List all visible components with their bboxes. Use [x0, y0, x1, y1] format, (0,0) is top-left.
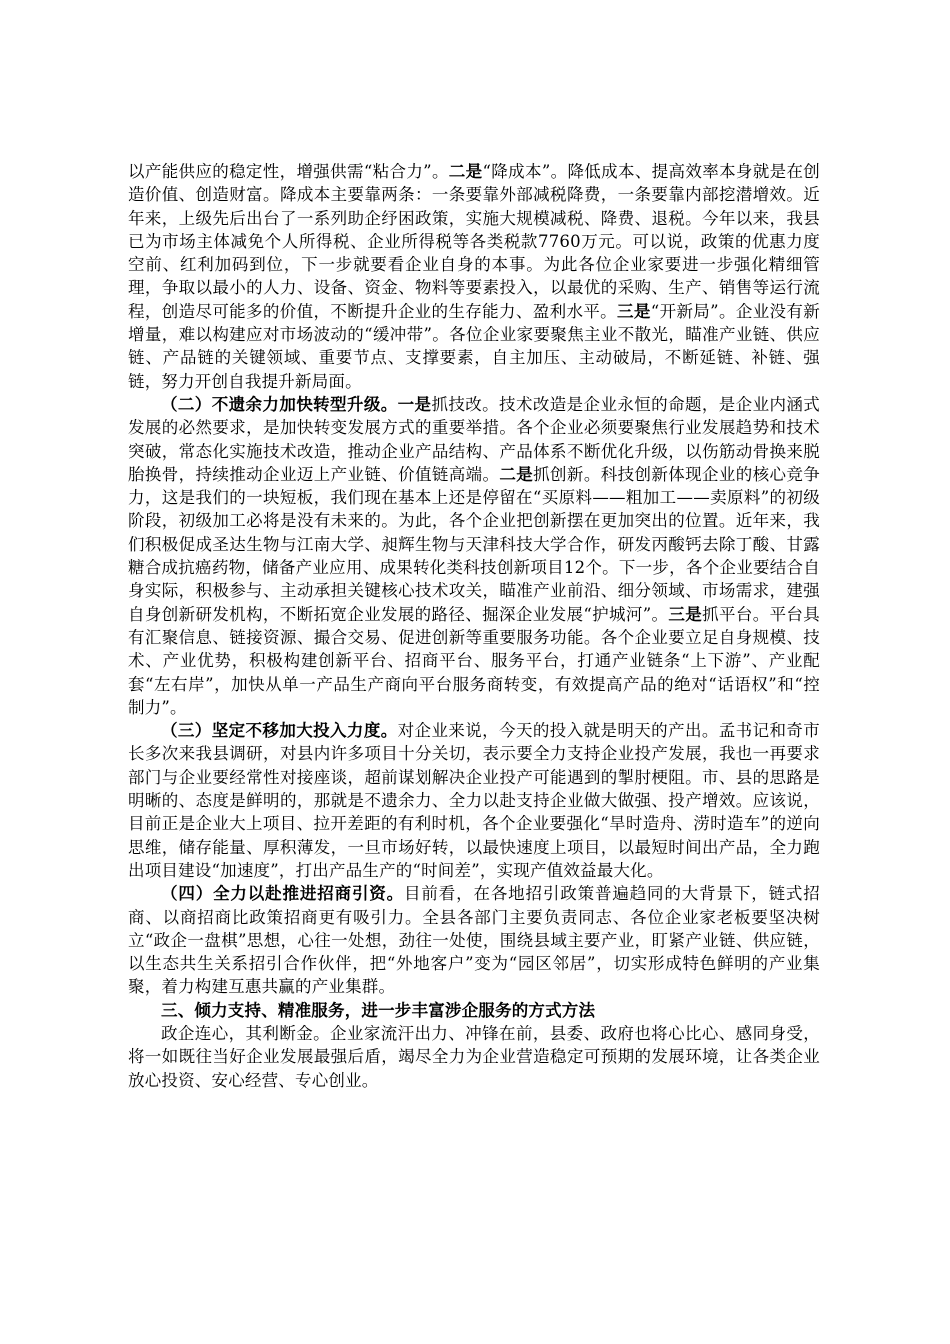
paragraph-section-3 — [128, 719, 820, 882]
paragraph-section-2 — [128, 393, 820, 719]
text-run: “降成本”。降低成本、提高效率本身就是在创造价值、创造财富。降成本主要靠两条：一条要靠外部减税降费，一条要靠内部挖潜增效。近年来，上级先后出台了一系列助企纾困政策，实施大规模减税、降费、退税。今年以来，我县已为市场主体减免个人所得税、企业所得税等各类税款7760万元。可以说，政策的优惠力度空前、红利加码到位，下一步就要看企业自身的本事。为此各位企业家要进一步强化精细管理，争取以最小的人力、设备、资金、物料等要素投入，以最优的采购、生产、销售等运行流程，创造尽可能多的价值，不断提升企业的生存能力、盈利水平。 — [128, 162, 820, 321]
bold-run: （三）坚定不移加大投入力度。 — [161, 721, 398, 741]
bold-run: （四）全力以赴推进招商引资。 — [161, 884, 405, 904]
document-body — [128, 160, 820, 1092]
bold-run: 二是 — [499, 464, 534, 484]
text-run: “开新局”。企业没有新增量，难以构建应对市场波动的“缓冲带”。各位企业家要聚焦主业不散光，瞄准产业链、供应链、产品链的关键领域、重要节点、支撑要素，自主加压、主动破局，不断延链、补链、强链，努力开创自我提升新局面。 — [128, 301, 820, 391]
bold-run: 三是 — [617, 301, 651, 321]
text-run: 目前看，在各地招引政策普遍趋同的大背景下，链式招商、以商招商比政策招商更有吸引力。全县各部门主要负责同志、各位企业家老板要坚决树立“政企一盘棋”思想，心往一处想，劲往一处使，围绕县域主要产业，盯紧产业链、供应链，以生态共生关系招引合作伙伴，把“外地客户”变为“园区邻居”，切实形成特色鲜明的产业集聚，着力构建互惠共赢的产业集群。 — [128, 884, 820, 997]
text-run: 抓平台。平台具有汇聚信息、链接资源、撮合交易、促进创新等重要服务功能。各个企业要立足自身规模、技术、产业优势，积极构建创新平台、招商平台、服务平台，打通产业链条“上下游”、产业配套“左右岸”，加快从单一产品生产商向平台服务商转变，有效提高产品的绝对“话语权”和“控制力”。 — [128, 604, 820, 717]
bold-run: 三是 — [668, 604, 703, 624]
section-heading-3 — [128, 999, 820, 1022]
bold-run: 二是 — [448, 162, 483, 181]
paragraph-closing — [128, 1022, 820, 1092]
bold-run: 三、倾力支持、精准服务，进一步丰富涉企服务的方式方法 — [161, 1000, 596, 1020]
text-run: 抓创新。科技创新体现企业的核心竞争力，这是我们的一块短板，我们现在基本上还是停留在“买原料——粗加工——卖原料”的初级阶段，初级加工必将是没有未来的。为此，各个企业把创新摆在更加突出的位置。近年来，我们积极促成圣达生物与江南大学、昶辉生物与天津科技大学合作，研发丙酸钙去除丁酸、甘露糖合成抗癌药物，储备产业应用、成果转化类科技创新项目12个。下一步，各个企业要结合自身实际，积极参与、主动承担关键核心技术攻关，瞄准产业前沿、细分领域、市场需求，建强自身创新研发机构，不断拓宽企业发展的路径、掘深企业发展“护城河”。 — [128, 464, 820, 624]
text-run: 对企业来说，今天的投入就是明天的产出。孟书记和奇市长多次来我县调研，对县内许多项目十分关切，表示要全力支持企业投产发展，我也一再要求部门与企业要经常性对接座谈，超前谋划解决企业投产可能遇到的掣肘梗阻。市、县的思路是明晰的、态度是鲜明的，那就是不遗余力、全力以赴支持企业做大做强、投产增效。应该说，目前正是企业大上项目、拉开差距的有利时机，各个企业要强化“旱时造舟、涝时造车”的逆向思维，储存能量、厚积薄发，一旦市场好转，以最快速度上项目，以最短时间出产品，全力跑出项目建设“加速度”，打出产品生产的“时间差”，实现产值效益最大化。 — [128, 721, 820, 880]
text-run: 抓技改。技术改造是企业永恒的命题，是企业内涵式发展的必然要求，是加快转变发展方式的重要举措。各个企业必须要聚焦行业发展趋势和技术突破，常态化实施技术改造，推动企业产品结构、产品体系不断优化升级，以伤筋动骨换来脱胎换骨，持续推动企业迈上产业链、价值链高端。 — [128, 394, 820, 484]
bold-run: （二）不遗余力加快转型升级。一是 — [161, 394, 432, 414]
text-run: 以产能供应的稳定性，增强供需“粘合力”。 — [128, 162, 449, 181]
text-run: 政企连心，其利断金。企业家流汗出力、冲锋在前，县委、政府也将心比心、感同身受，将一如既往当好企业发展最强后盾，竭尽全力为企业营造稳定可预期的发展环境，让各类企业放心投资、安心经营、专心创业。 — [128, 1023, 820, 1090]
paragraph-section-4 — [128, 882, 820, 998]
paragraph-1 — [128, 160, 820, 393]
